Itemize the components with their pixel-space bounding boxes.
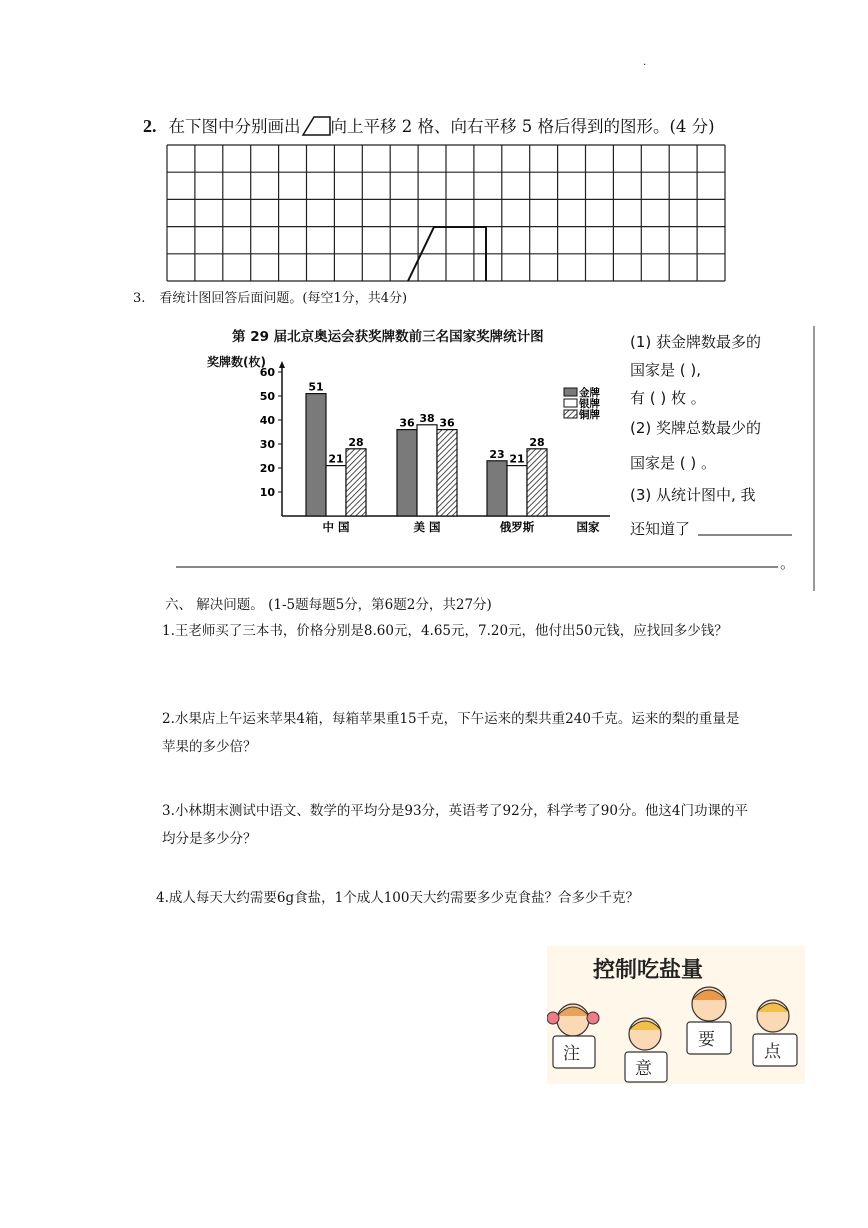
y-tick-label: 60 [259, 366, 275, 379]
parallelogram-icon [301, 116, 331, 136]
data-label: 28 [348, 435, 364, 449]
side-question-line-5: 国家是 ( ) 。 [630, 454, 717, 472]
category-label: 俄罗斯 [499, 520, 535, 534]
salt-sign-1: 注 [563, 1044, 580, 1064]
chart-title: 第 29 届北京奥运会获奖牌数前三名国家奖牌统计图 [232, 329, 544, 345]
side-question-line-4: (2) 奖牌总数最少的 [630, 419, 762, 437]
legend-swatch [564, 410, 577, 418]
salt-control-illustration [547, 946, 805, 1084]
side-question-line-2: 国家是 ( ), [630, 361, 702, 379]
legend-label: 金牌 [579, 387, 600, 399]
page-dot: . [643, 57, 647, 68]
question-2-text-after: 向上平移 2 格、向右平移 5 格后得到的图形。(4 分) [330, 117, 715, 136]
salt-sign-4: 点 [764, 1042, 781, 1062]
chart-y-label: 奖牌数(枚) [207, 355, 266, 369]
category-label: 中 国 [322, 520, 350, 534]
data-label: 23 [489, 447, 505, 461]
bar-铜牌 [346, 449, 366, 516]
section-6-title: 六、 解决问题。 (1-5题每题5分，第6题2分，共27分) [165, 597, 492, 613]
data-label: 21 [328, 452, 344, 466]
legend-label: 铜牌 [579, 409, 600, 421]
side-question-line-1: (1) 获金牌数最多的 [630, 333, 762, 351]
data-label: 28 [529, 435, 545, 449]
medal-bar-chart [200, 360, 620, 540]
x-axis-label: 国家 [576, 520, 600, 534]
data-label: 38 [419, 411, 435, 425]
answer-line-long[interactable] [176, 565, 780, 569]
legend-label: 银牌 [579, 398, 600, 410]
legend-swatch [564, 388, 577, 396]
y-tick-label: 30 [259, 438, 275, 451]
problem-3: 3.小林期末测试中语文、数学的平均分是93分，英语考了92分，科学考了90分。他这4门功课的平均分是多少分？ [162, 803, 749, 847]
question-2-number: 2. [143, 116, 157, 136]
bar-银牌 [326, 466, 346, 516]
data-label: 36 [439, 416, 455, 430]
question-3-number: 3. [133, 291, 146, 306]
question-3-title [133, 287, 407, 306]
data-label: 51 [308, 380, 324, 394]
bar-金牌 [306, 394, 326, 516]
grid-lines [167, 145, 725, 281]
salt-sign-2: 意 [635, 1059, 652, 1079]
side-question-line-6: (3) 从统计图中, 我 [630, 486, 756, 504]
bar-银牌 [417, 425, 437, 516]
answer-line-short[interactable] [698, 533, 794, 537]
problem-2: 2.水果店上午运来苹果4箱，每箱苹果重15千克，下午运来的梨共重240千克。运来的梨的重量是苹果的多少倍？ [162, 711, 740, 755]
right-border-line [811, 326, 817, 591]
question-3-text: 看统计图回答后面问题。(每空1分，共4分) [159, 291, 408, 306]
problem-1: 1.王老师买了三本书，价格分别是8.60元，4.65元，7.20元，他付出50元钱，应找回多少钱？ [162, 623, 728, 639]
y-tick-label: 10 [259, 486, 275, 499]
question-2-text-before: 在下图中分别画出 [168, 117, 301, 136]
y-axis-arrow [279, 361, 285, 368]
bar-金牌 [397, 430, 417, 516]
data-label: 21 [509, 452, 525, 466]
side-question-line-7: 还知道了 [630, 520, 691, 538]
salt-image-title: 控制吃盐量 [593, 958, 704, 983]
category-label: 美 国 [413, 520, 441, 534]
salt-sign-3: 要 [698, 1030, 715, 1050]
data-label: 36 [399, 416, 415, 430]
legend-swatch [564, 399, 577, 407]
question-2-title [143, 113, 715, 137]
y-tick-label: 50 [259, 390, 275, 403]
answer-end-mark: 。 [780, 554, 796, 572]
y-tick-label: 20 [259, 462, 275, 475]
translation-grid[interactable] [166, 144, 726, 282]
bar-银牌 [507, 466, 527, 516]
side-question-line-3: 有 ( ) 枚 。 [630, 389, 706, 407]
bar-金牌 [487, 461, 507, 516]
y-tick-label: 40 [259, 414, 275, 427]
bar-铜牌 [527, 449, 547, 516]
problem-4: 4.成人每天大约需要6g食盐，1个成人100天大约需要多少克食盐？合多少千克？ [156, 890, 639, 906]
bar-铜牌 [437, 430, 457, 516]
